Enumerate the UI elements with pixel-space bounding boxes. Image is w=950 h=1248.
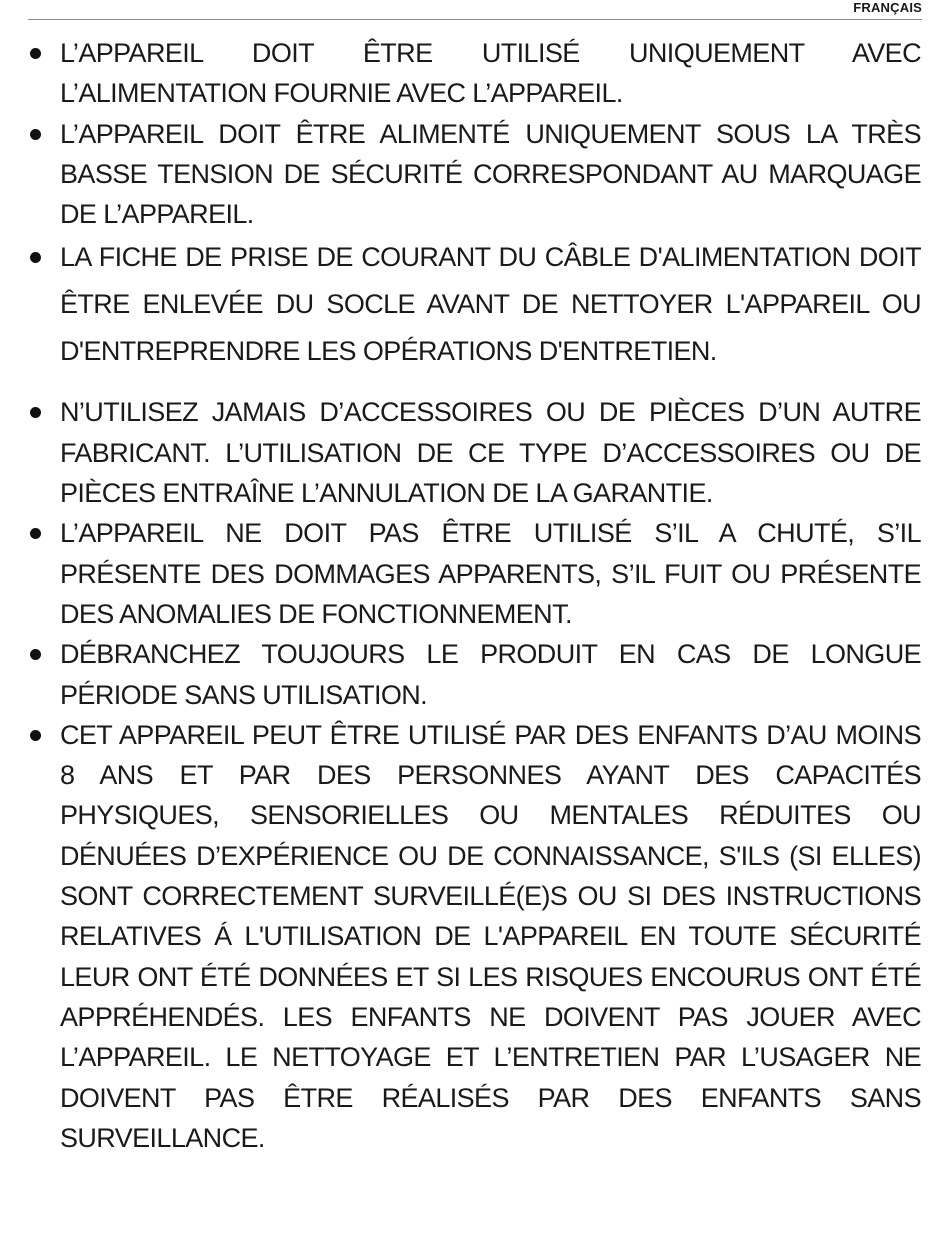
instruction-text: L’APPAREIL DOIT ÊTRE UTILISÉ UNIQUEMENT AVEC L’ALIMENTATION FOURNIE AVEC L’APPAREIL.	[60, 38, 921, 109]
bullet-icon	[30, 528, 41, 539]
instruction-text: N’UTILISEZ JAMAIS D’ACCESSOIRES OU DE PIÈCES D’UN AUTRE FABRICANT. L’UTILISATION DE CE TYPE D’ACCESSOIRES OU DE PIÈCES ENTRAÎNE L’ANNULATION DE LA GARANTIE.	[60, 397, 921, 509]
instruction-text: LA FICHE DE PRISE DE COURANT DU CÂBLE D'ALIMENTATION DOIT ÊTRE ENLEVÉE DU SOCLE AVANT DE NETTOYER L'APPAREIL OU D'ENTREPRENDRE LES OPÉRATIONS D'ENTRETIEN.	[60, 242, 921, 367]
bullet-icon	[30, 48, 41, 59]
instruction-item	[60, 392, 921, 513]
instruction-text: L’APPAREIL DOIT ÊTRE ALIMENTÉ UNIQUEMENT SOUS LA TRÈS BASSE TENSION DE SÉCURITÉ CORRESPONDANT AU MARQUAGE DE L’APPAREIL.	[60, 118, 921, 230]
bullet-icon	[30, 730, 41, 741]
page-header	[28, 0, 922, 20]
instruction-item	[60, 33, 921, 114]
instruction-item	[60, 114, 921, 235]
bullet-icon	[30, 649, 41, 660]
instruction-item	[60, 715, 921, 1158]
instruction-text: DÉBRANCHEZ TOUJOURS LE PRODUIT EN CAS DE LONGUE PÉRIODE SANS UTILISATION.	[60, 639, 921, 710]
language-label: FRANÇAIS	[853, 0, 922, 15]
instruction-item	[60, 513, 921, 634]
instruction-item	[60, 234, 921, 375]
instruction-item	[60, 634, 921, 715]
bullet-icon	[30, 407, 41, 418]
instruction-text: L’APPAREIL NE DOIT PAS ÊTRE UTILISÉ S’IL A CHUTÉ, S’IL PRÉSENTE DES DOMMAGES APPARENTS, S’IL FUIT OU PRÉSENTE DES ANOMALIES DE FONCTIONNEMENT.	[60, 518, 921, 629]
bullet-icon	[30, 129, 41, 140]
safety-instructions-list	[60, 33, 921, 1158]
instruction-text: CET APPAREIL PEUT ÊTRE UTILISÉ PAR DES ENFANTS D’AU MOINS 8 ANS ET PAR DES PERSONNES AYANT DES CAPACITÉS PHYSIQUES, SENSORIELLES OU MENTALES RÉDUITES OU DÉNUÉES D’EXPÉRIENCE OU DE CONNAISSANCE, S'ILS (SI ELLES) SONT CORRECTEMENT SURVEILLÉ(E)S OU SI DES INSTRUCTIONS RELATIVES Á L'UTILISATION DE L'APPAREIL EN TOUTE SÉCURITÉ LEUR ONT ÉTÉ DONNÉES ET SI LES RISQUES ENCOURUS ONT ÉTÉ APPRÉHENDÉS. LES ENFANTS NE DOIVENT PAS JOUER AVEC L’APPAREIL. LE NETTOYAGE ET L’ENTRETIEN PAR L’USAGER NE DOIVENT PAS ÊTRE RÉALISÉS PAR DES ENFANTS SANS SURVEILLANCE.	[60, 719, 921, 1153]
bullet-icon	[30, 252, 41, 263]
